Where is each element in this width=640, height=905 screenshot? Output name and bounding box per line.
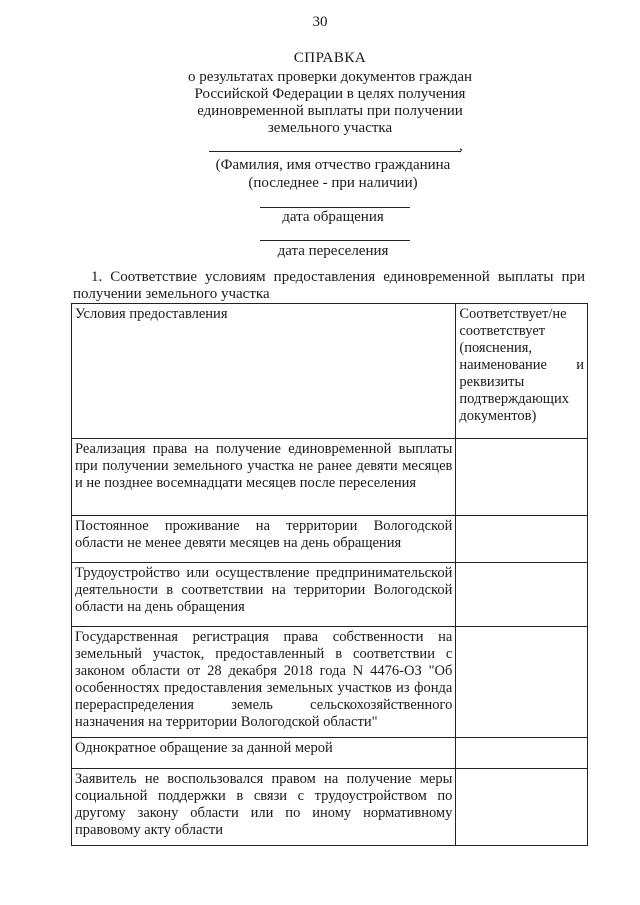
section-1-heading xyxy=(73,269,585,303)
header-conditions-label: Условия предоставления xyxy=(75,306,228,322)
subtitle-line: единовременной выплаты при получении xyxy=(197,103,463,119)
name-blank-line xyxy=(209,151,461,152)
header-compliance-label: Соответствует/не соответствует (пояснения, наименование и реквизиты подтверждающих документов) xyxy=(459,306,584,424)
table-header-row xyxy=(72,304,588,439)
table-row xyxy=(72,563,588,627)
conditions-table xyxy=(71,303,588,846)
compliance-cell xyxy=(456,738,588,769)
table-row xyxy=(72,627,588,738)
table-row xyxy=(72,738,588,769)
condition-cell: Однократное обращение за данной мерой xyxy=(72,738,456,769)
condition-cell: Заявитель не воспользовался правом на получение меры социальной поддержки в связи с трудоустройством по другому закону области или по иному нормативному правовому акту области xyxy=(72,769,456,846)
condition-cell: Государственная регистрация права собственности на земельный участок, предоставленный в соответствии с законом области от 28 декабря 2018 года N 4476-ОЗ "Об особенностях предоставления земельных участков из фонда перераспределения земель сельскохозяйственного назначения на территории Вологодской области" xyxy=(72,627,456,738)
page-number: 30 xyxy=(312,14,328,30)
subtitle-line: Российской Федерации в целях получения xyxy=(194,86,466,102)
name-caption-1: (Фамилия, имя отчество гражданина xyxy=(215,157,451,173)
compliance-cell xyxy=(456,769,588,846)
name-caption-2: (последнее - при наличии) xyxy=(248,175,418,191)
document-title: СПРАВКА xyxy=(293,50,367,66)
table-row xyxy=(72,516,588,563)
section-1-text: Соответствие условиям предоставления единовременной выплаты при получении земельного участка xyxy=(73,269,585,302)
compliance-cell xyxy=(456,627,588,738)
subtitle-line: земельного участка xyxy=(267,120,393,136)
condition-cell: Трудоустройство или осуществление предпринимательской деятельности в соответствии на территории Вологодской области на день обращения xyxy=(72,563,456,627)
date-request-caption: дата обращения xyxy=(282,209,384,225)
date-request-blank-line xyxy=(260,207,410,208)
header-compliance-cell xyxy=(456,304,588,439)
compliance-cell xyxy=(456,439,588,516)
section-1-number: 1. xyxy=(91,269,103,285)
compliance-cell xyxy=(456,563,588,627)
date-relocation-blank-line xyxy=(260,240,410,241)
compliance-cell xyxy=(456,516,588,563)
table-row xyxy=(72,769,588,846)
header-conditions-cell xyxy=(72,304,456,439)
condition-cell: Реализация права на получение единовременной выплаты при получении земельного участка не ранее девяти месяцев и не позднее восемнадцати месяцев после переселения xyxy=(72,439,456,516)
subtitle-line: о результатах проверки документов граждан xyxy=(187,69,473,85)
document-header xyxy=(130,50,530,137)
table-row xyxy=(72,439,588,516)
name-comma: , xyxy=(459,138,463,154)
date-relocation-caption: дата переселения xyxy=(277,243,389,259)
condition-cell: Постоянное проживание на территории Вологодской области не менее девяти месяцев на день обращения xyxy=(72,516,456,563)
